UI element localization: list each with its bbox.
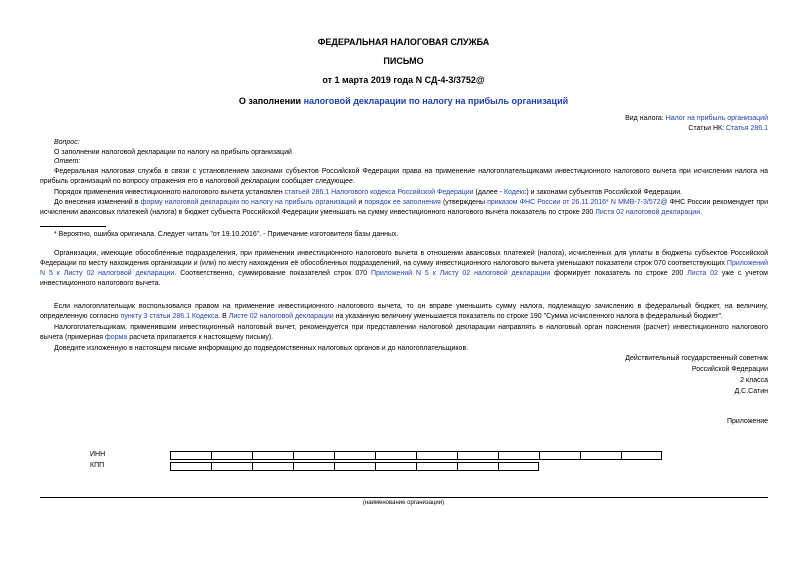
inn-cell[interactable] [580, 451, 621, 460]
p3-text-e: . [700, 209, 703, 216]
inn-cell[interactable] [252, 451, 293, 460]
organization-name-caption: (наименование организации) [362, 500, 445, 506]
signature-line-2: Российской Федерации [691, 366, 768, 373]
signature-line-3: 2 класса [740, 377, 768, 384]
p3-link-sheet02[interactable]: Листа 02 налоговой декларации [595, 209, 701, 216]
inn-cell[interactable] [334, 451, 375, 460]
paragraph-2 [40, 188, 768, 198]
p3-text-a: До внесения изменений в [54, 199, 141, 206]
p5-link-clause[interactable]: пункту 3 статьи 286.1 Кодекса [120, 313, 219, 320]
p5-text-b: . В [218, 313, 229, 320]
tax-type-link[interactable]: Налог на прибыль организаций [665, 115, 768, 122]
inn-cells [170, 451, 662, 460]
signature-line-1: Действительный государственный советник [625, 355, 768, 362]
inn-cell[interactable] [293, 451, 334, 460]
p5-text-a: Если налогоплательщик воспользовался правом на применение инвестиционного налогового вычета, то он вправе уменьшить сумму налога, подлежащую зачислению в федеральный бюджет, на величину, определенную согласно [40, 303, 768, 320]
p4-link-sheet02[interactable]: Листа 02 [687, 270, 718, 277]
p2-text-a: Порядок применения инвестиционного налогового вычета установлен [54, 189, 285, 196]
p2-text-b: (далее - [473, 189, 504, 196]
tax-article-link[interactable]: Статья 286.1 [725, 125, 768, 132]
kpp-cell[interactable] [334, 462, 375, 471]
p4-text-d: уже с учетом инвестиционного налогового вычета. [40, 270, 768, 287]
kpp-cell[interactable] [293, 462, 334, 471]
document-type: ПИСЬМО [383, 56, 424, 66]
p2-link-article[interactable]: статьей 286.1 Налогового кодекса Российской Федерации [284, 189, 474, 196]
inn-cell[interactable] [170, 451, 211, 460]
document-subject [0, 96, 807, 106]
inn-label: ИНН [90, 451, 106, 458]
p3-link-form[interactable]: форму налоговой декларации по налогу на прибыль организаций [140, 199, 357, 206]
kpp-cell[interactable] [211, 462, 252, 471]
p3-link-decree[interactable]: приказом ФНС России от 26.11.2016* N ММВ-7-3/572@ [487, 199, 668, 206]
p2-text-c: ) и законами субъектов Российской Федерации. [526, 189, 683, 196]
paragraph-7: Доведите изложенную в настоящем письме информацию до подведомственных налоговых органов и до налогоплательщиков. [54, 345, 469, 352]
p4-text-a: Организации, имеющие обособленные подразделения, при применении инвестиционного налогового вычета в отношении авансовых платежей (налога), исчисленных для уплаты в бюджеты субъектов Российской Федерации по месту нахождения организации и (или) по месту нахождения её обособленных подразделений, на сумму инвестиционного налогового вычета уменьшают показатели строк 070 соответствующих [40, 250, 768, 267]
organization-name-line[interactable] [40, 497, 768, 498]
answer-label: Ответ: [54, 158, 81, 165]
p3-text-d: ФНС России рекомендует при исчислении авансовых платежей (налога) в бюджет субъекта Российской Федерации уменьшать на сумму инвестиционного налогового вычета показатель по строке 200 [40, 199, 768, 216]
question-text: О заполнении налоговой декларации по налогу на прибыль организаций [54, 149, 292, 156]
paragraph-5 [40, 302, 768, 322]
inn-cell[interactable] [498, 451, 539, 460]
inn-cell[interactable] [539, 451, 580, 460]
subject-prefix: О заполнении [238, 96, 304, 106]
inn-cell[interactable] [375, 451, 416, 460]
inn-cell[interactable] [457, 451, 498, 460]
paragraph-1: Федеральная налоговая служба в связи с установлением законами субъектов Российской Федерации права на применение налогоплательщиками инвестиционного налогового вычета при исчислении налога на прибыль организаций по вопросу отражения его в налоговой декларации сообщает следующее. [40, 168, 768, 185]
tax-article-label: Статьи НК: [688, 125, 726, 132]
paragraph-4 [40, 249, 768, 289]
kpp-cells [170, 462, 539, 471]
footnote: * Вероятно, ошибка оригинала. Следует читать "от 19.10.2016". - Примечание изготовителя базы данных. [54, 231, 399, 238]
kpp-label: КПП [90, 462, 105, 469]
kpp-cell[interactable] [416, 462, 457, 471]
p5-text-c: на указанную величину уменьшается показатель по строке 190 "Сумма исчисленного налога в федеральный бюджет". [333, 313, 723, 320]
p6-text-a: Налогоплательщикам, применившим инвестиционный налоговый вычет, рекомендуется при представлении налоговой декларации направлять в налоговый орган пояснения (расчет) инвестиционного налогового вычета (примерная [40, 324, 768, 341]
kpp-cell[interactable] [252, 462, 293, 471]
inn-cell[interactable] [211, 451, 252, 460]
paragraph-6 [40, 323, 768, 343]
p6-text-b: расчета прилагается к настоящему письму). [127, 334, 274, 341]
p2-link-code[interactable]: Кодекс [503, 189, 527, 196]
p3-text-b: и [356, 199, 365, 206]
signature-name: Д.С.Сатин [734, 388, 768, 395]
p5-link-sheet02[interactable]: Листе 02 налоговой декларации [228, 313, 334, 320]
subject-link[interactable]: налоговой декларации по налогу на прибыль организаций [303, 96, 569, 106]
appendix-title: Приложение [726, 418, 768, 425]
kpp-cell[interactable] [457, 462, 498, 471]
inn-cell[interactable] [416, 451, 457, 460]
p4-text-c: формирует показатель по строке 200 [550, 270, 688, 277]
p4-link-appendix-2[interactable]: Приложений N 5 к Листу 02 налоговой декларации [370, 270, 551, 277]
footnote-divider [40, 226, 106, 227]
question-label: Вопрос: [54, 139, 80, 146]
document-date-number: от 1 марта 2019 года N СД-4-3/3752@ [322, 75, 485, 85]
paragraph-3 [40, 198, 768, 218]
tax-article-line [688, 125, 768, 132]
p6-link-form[interactable]: форма [105, 334, 128, 341]
kpp-cell[interactable] [375, 462, 416, 471]
inn-cell[interactable] [621, 451, 662, 460]
p4-text-b: . Соответственно, суммирование показателей строк 070 [174, 270, 371, 277]
p3-text-c: (утверждены [440, 199, 488, 206]
p3-link-order[interactable]: порядок ее заполнения [364, 199, 441, 206]
p4-link-appendix-1[interactable]: Приложений N 5 к Листу 02 налоговой декларации [40, 260, 768, 277]
kpp-cell[interactable] [170, 462, 211, 471]
tax-type-label: Вид налога: [625, 115, 666, 122]
tax-type-line [625, 115, 768, 122]
agency-title: ФЕДЕРАЛЬНАЯ НАЛОГОВАЯ СЛУЖБА [317, 37, 490, 47]
kpp-cell[interactable] [498, 462, 539, 471]
